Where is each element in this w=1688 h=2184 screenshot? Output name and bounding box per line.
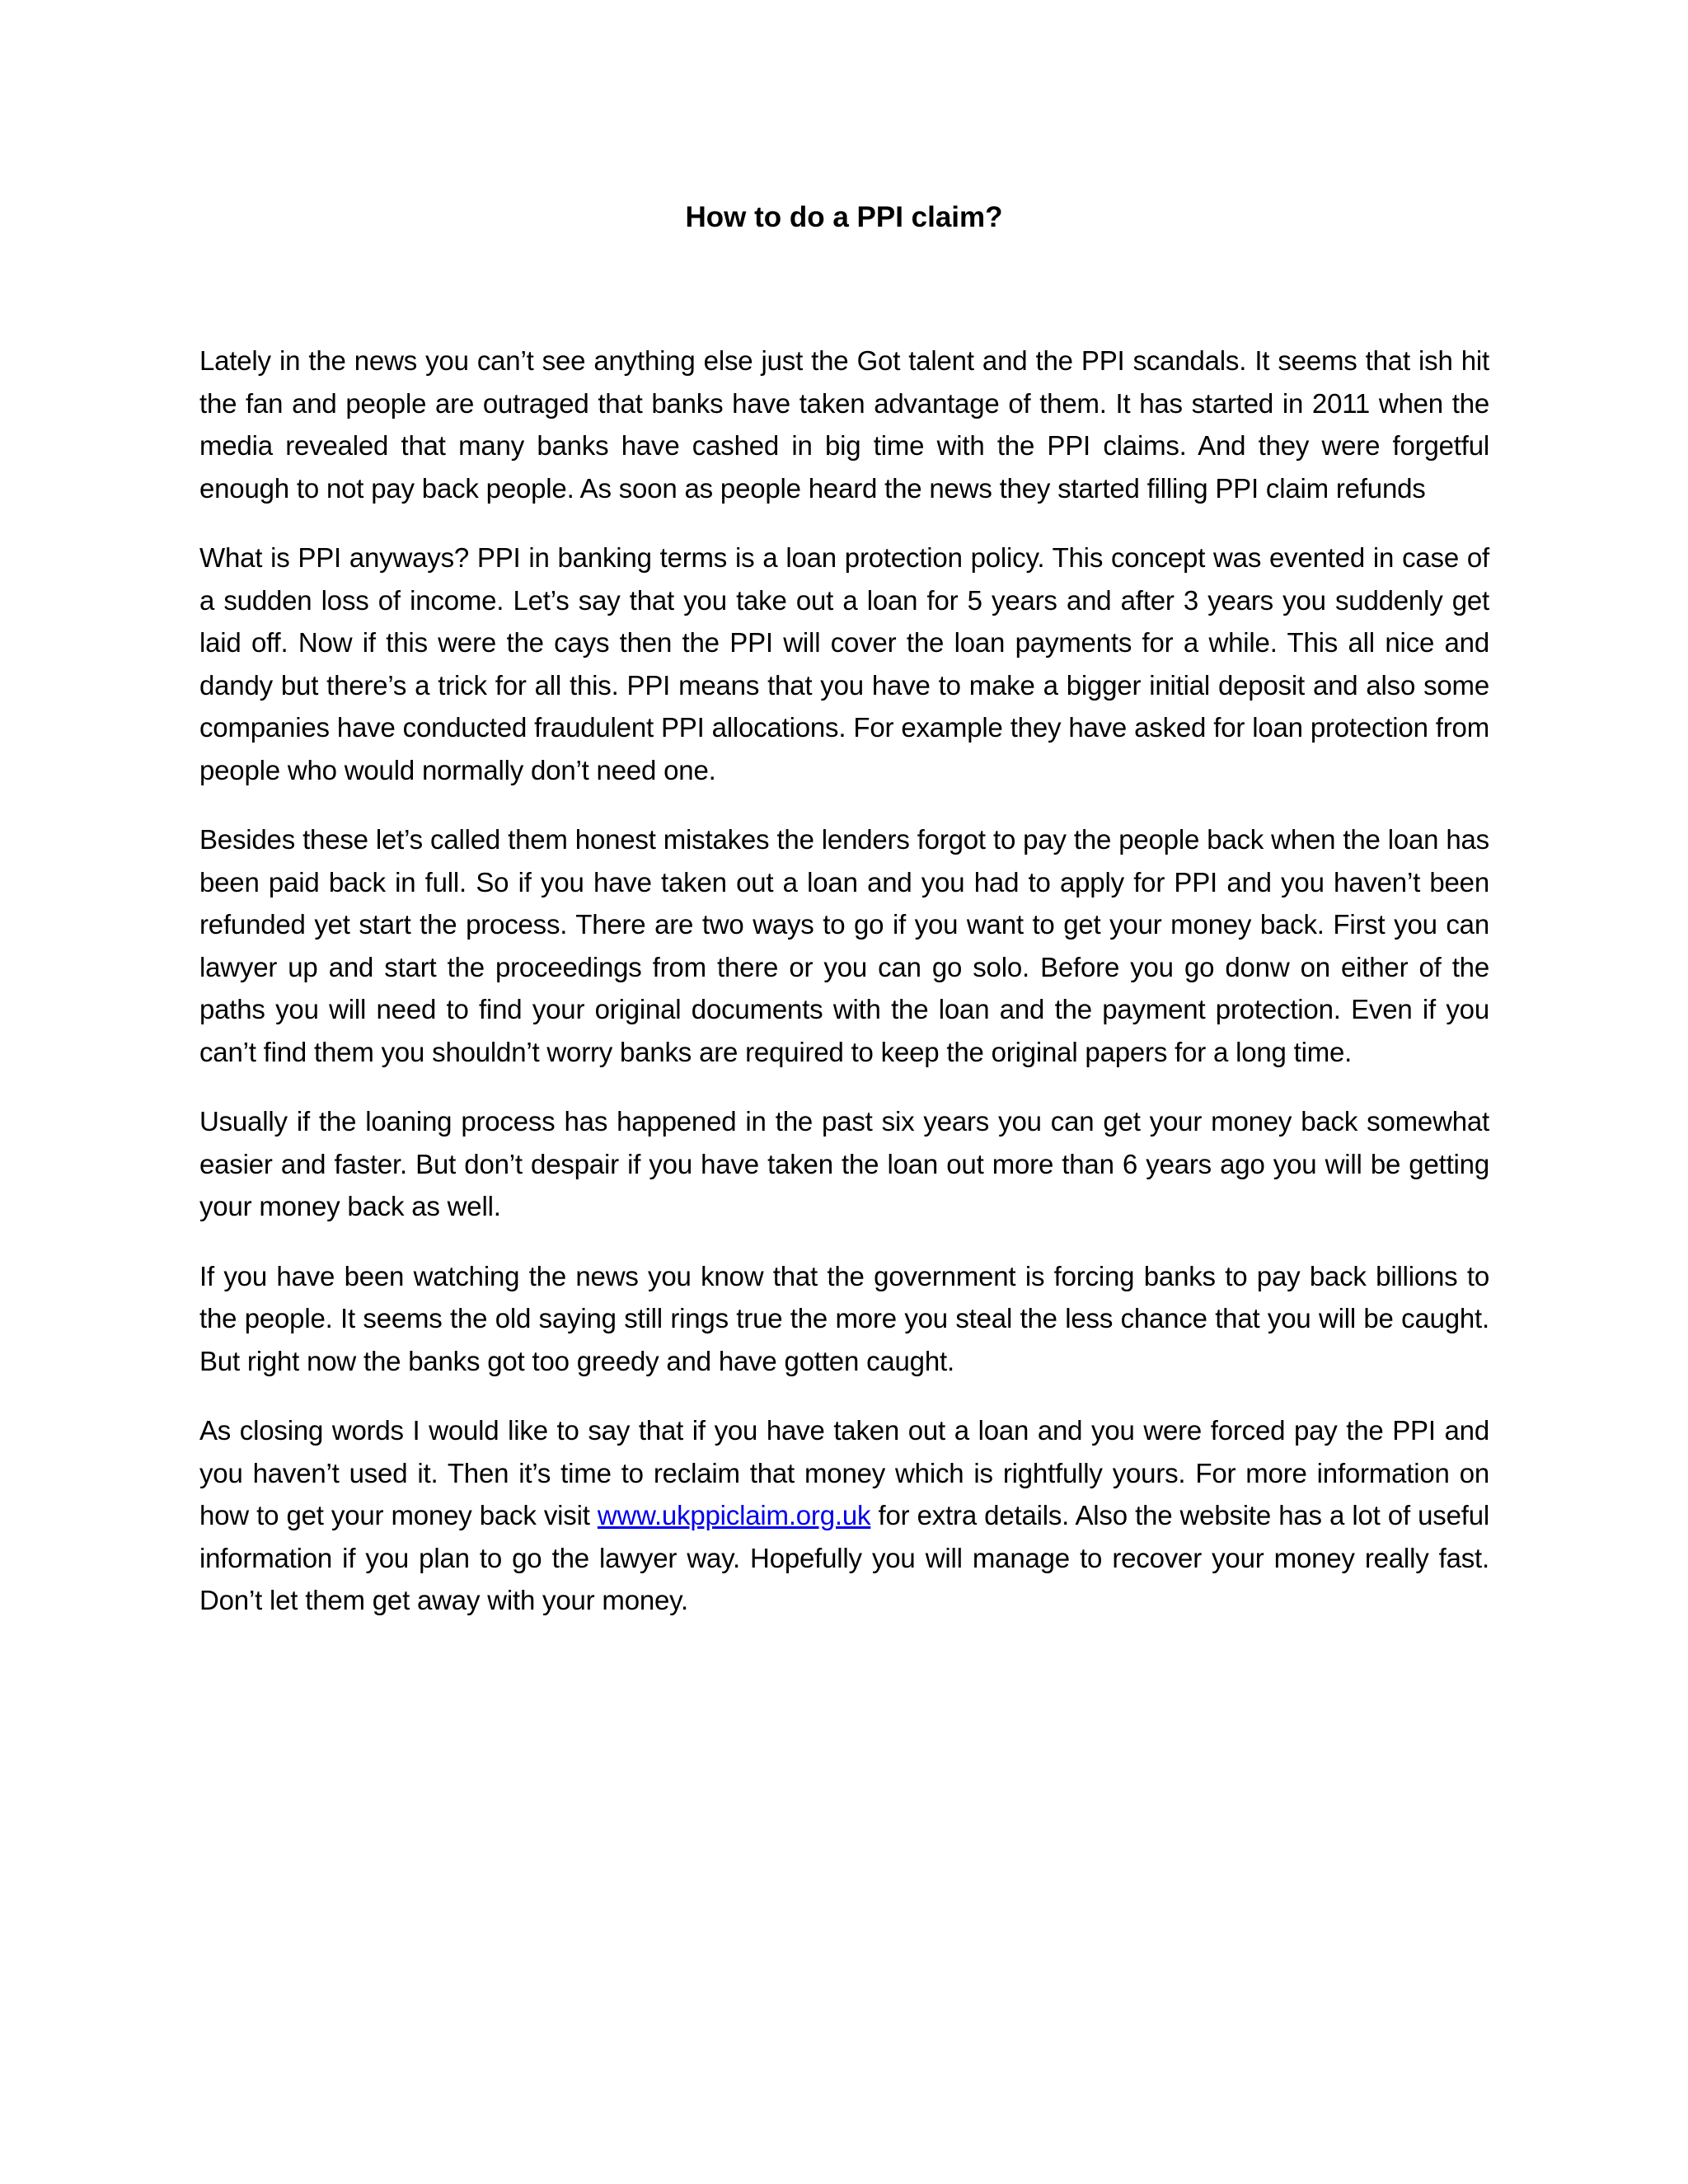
paragraph-government: If you have been watching the news you know that the government is forcing banks to pay back billions to the people. It seems the old saying still rings true the more you steal the less chance that you will be caught. But right now the banks got too greedy and have gotten caught. bbox=[199, 1260, 1489, 1376]
document-body bbox=[199, 340, 1489, 1649]
ukppiclaim-link[interactable]: www.ukppiclaim.org.uk bbox=[597, 1500, 871, 1530]
paragraph-intro: Lately in the news you can’t see anything else just the Got talent and the PPI scandals. It seems that ish hit the fan and people are outraged that banks have taken advantage of them. It has started in 2011 when the media revealed that many banks have cashed in big time with the PPI claims. And they were forgetful enough to not pay back people. As soon as people heard the news they started filling PPI claim refunds bbox=[199, 345, 1489, 504]
paragraph-what-is-ppi: What is PPI anyways? PPI in banking terms is a loan protection policy. This concept was evented in case of a sudden loss of income. Let’s say that you take out a loan for 5 years and after 3 years you suddenly get laid off. Now if this were the cays then the PPI will cover the loan payments for a while. This all nice and dandy but there’s a trick for all this. PPI means that you have to make a bigger initial deposit and also some companies have conducted fraudulent PPI allocations. For example they have asked for loan protection from people who would normally don’t need one. bbox=[199, 542, 1489, 785]
paragraph-closing bbox=[199, 1409, 1489, 1622]
paragraph-six-years: Usually if the loaning process has happened in the past six years you can get your money back somewhat easier and faster. But don’t despair if you have taken the loan out more than 6 years ago you will be getting your money back as well. bbox=[199, 1106, 1489, 1221]
paragraph-closing-text-before: As closing words I would like to say that if you have taken out a loan and you were forced pay the PPI and you haven’t used it. Then it’s time to reclaim that money which is rightfully yours. For more information on how to get your money back visit bbox=[199, 1415, 1489, 1530]
paragraph-honest-mistakes: Besides these let’s called them honest mistakes the lenders forgot to pay the people back when the loan has been paid back in full. So if you have taken out a loan and you had to apply for PPI and you haven’t been refunded yet start the process. There are two ways to go if you want to get your money back. First you can lawyer up and start the proceedings from there or you can go solo. Before you go donw on either of the paths you will need to find your original documents with the loan and the payment protection. Even if you can’t find them you shouldn’t worry banks are required to keep the original papers for a long time. bbox=[199, 824, 1489, 1067]
document-title: How to do a PPI claim? bbox=[685, 201, 1003, 233]
paragraph-closing-text-after: for extra details. Also the website has a lot of useful information if you plan to go the lawyer way. Hopefully you will manage to recover your money really fast. Don’t let them get away with your money. bbox=[199, 1500, 1489, 1615]
